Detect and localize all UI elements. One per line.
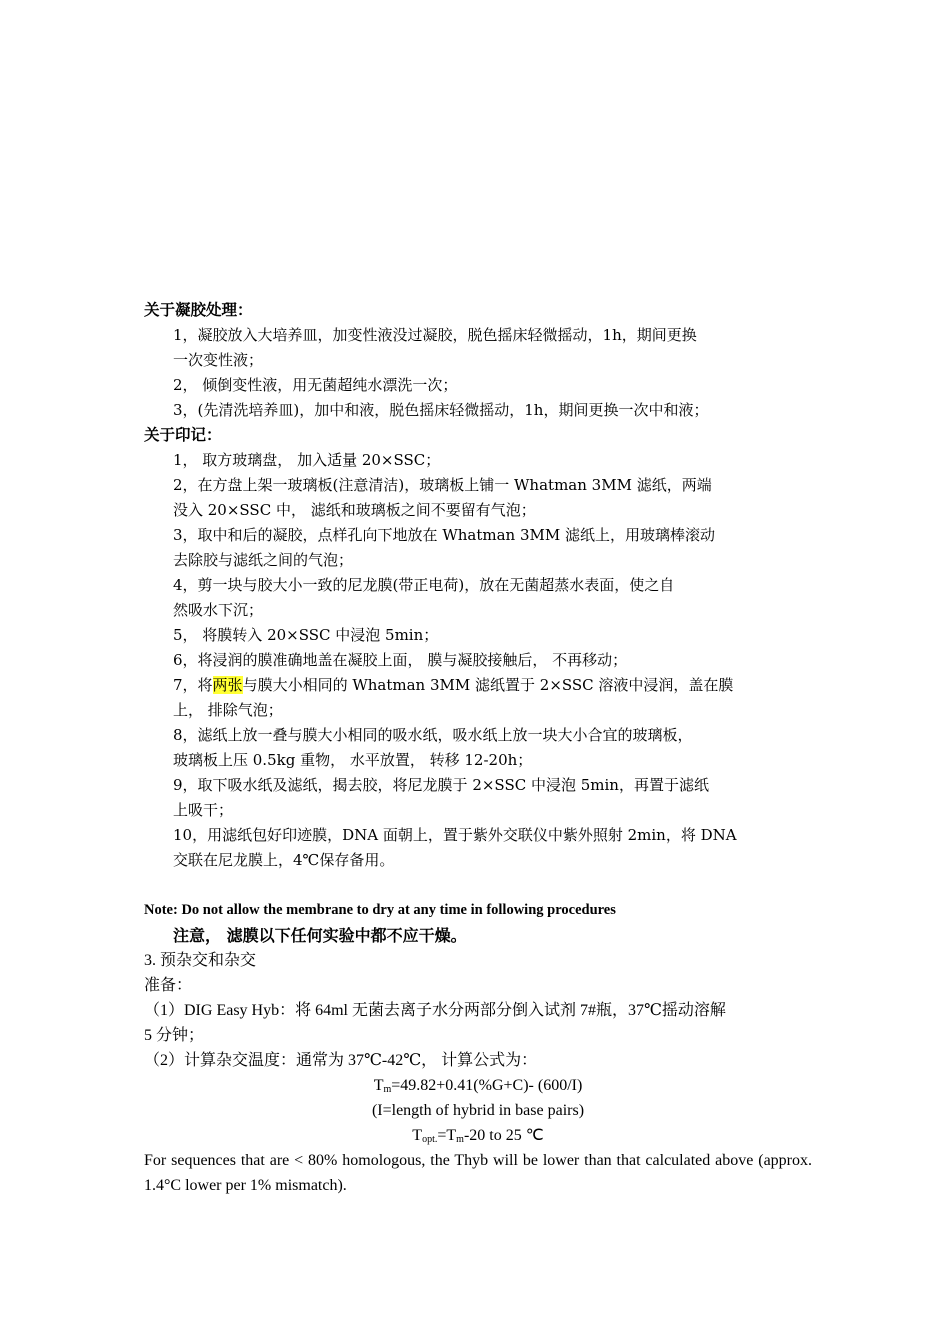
item-line: 一次变性液； [173,351,264,369]
formula-topt [144,1123,812,1148]
list-item: 2， 倾倒变性液，用无菌超纯水漂洗一次； [173,376,458,394]
heading-gel-treatment: 关于凝胶处理： [144,301,253,319]
list-item: 6，将浸润的膜准确地盖在凝胶上面， 膜与凝胶接触后， 不再移动； [173,651,628,669]
item-text: 7，将 [173,676,213,694]
list-item: 1， 取方玻璃盘， 加入适量 20×SSC； [173,451,441,469]
list-item [144,523,812,573]
item-line: 1，凝胶放入大培养皿，加变性液没过凝胶，脱色摇床轻微摇动，1h，期间更换 [173,326,697,344]
section-title: 3. 预杂交和杂交 [144,952,257,969]
prep-step-1 [144,998,812,1048]
formula-text: T [373,1077,384,1094]
item-line: 4，剪一块与胶大小一致的尼龙膜(带正电荷)，放在无菌超蒸水表面，使之自 [173,576,675,594]
list-item [144,673,812,723]
item-line: 玻璃板上压 0.5kg 重物， 水平放置， 转移 12-20h； [173,751,533,769]
spacer [144,873,812,898]
item-line: 10，用滤纸包好印迹膜，DNA 面朝上，置于紫外交联仪中紫外照射 2min，将 DNA [173,826,737,844]
formula-tm [144,1073,812,1098]
prep-step-2: （2）计算杂交温度：通常为 37℃-42℃， 计算公式为： [144,1052,538,1069]
note-chinese: 注意， 滤膜以下任何实验中都不应干燥。 [173,926,467,945]
item-line: 没入 20×SSC 中， 滤纸和玻璃板之间不要留有气泡； [173,501,536,519]
heading-blotting: 关于印记： [144,426,222,444]
body-paragraph: For sequences that are < 80% homologous, the Thyb will be lower than that calculated above (approx. 1.4°C lower per 1% mismatch). [144,1152,812,1194]
formula-text: -20 to 25 ℃ [463,1127,544,1144]
item-line: 8，滤纸上放一叠与膜大小相同的吸水纸，吸水纸上放一块大小合宜的玻璃板， [173,726,693,744]
list-item: 3，(先清洗培养皿)，加中和液，脱色摇床轻微摇动，1h，期间更换一次中和液； [173,401,709,419]
item-line: 3，取中和后的凝胶，点样孔向下地放在 Whatman 3MM 滤纸上，用玻璃棒滚动 [173,526,715,544]
prep-label: 准备： [144,977,193,994]
item-line: 上吸干； [173,801,234,819]
item-line: 交联在尼龙膜上，4℃保存备用。 [173,851,395,869]
formula-text: T [412,1127,423,1144]
item-line: 5 分钟； [144,1027,205,1044]
item-text: 与膜大小相同的 Whatman 3MM 滤纸置于 2×SSC 溶液中浸润，盖在膜 [242,676,734,694]
formula-definition: (I=length of hybrid in base pairs) [371,1102,585,1119]
formula-text: =49.82+0.41(%G+C)- (600/I) [391,1077,583,1094]
list-item [144,773,812,823]
item-line: 9，取下吸水纸及滤纸，揭去胶，将尼龙膜于 2×SSC 中浸泡 5min，再置于滤纸 [173,776,709,794]
formula-text: =T [437,1127,457,1144]
list-item: 5， 将膜转入 20×SSC 中浸泡 5min； [173,626,439,644]
list-item [144,473,812,523]
item-line: （1）DIG Easy Hyb：将 64ml 无菌去离子水分两部分倒入试剂 7#瓶，37℃摇动溶解 [144,1002,726,1019]
list-item [144,573,812,623]
highlighted-text: 两张 [212,676,243,694]
document-body [144,298,812,1198]
item-line: 上， 排除气泡； [173,701,283,719]
item-line: 然吸水下沉； [173,601,264,619]
list-item [144,723,812,773]
list-item [144,823,812,873]
item-line: 2，在方盘上架一玻璃板(注意清洁)，玻璃板上铺一 Whatman 3MM 滤纸，两端 [173,476,712,494]
list-item [144,323,812,373]
formula-subscript: m [456,1134,464,1145]
formula-subscript: opt. [422,1134,438,1145]
item-line: 去除胶与滤纸之间的气泡； [173,551,354,569]
formula-subscript: m [383,1084,392,1095]
note-english: Note: Do not allow the membrane to dry at any time in following procedures [144,902,616,918]
item-line [173,673,812,698]
